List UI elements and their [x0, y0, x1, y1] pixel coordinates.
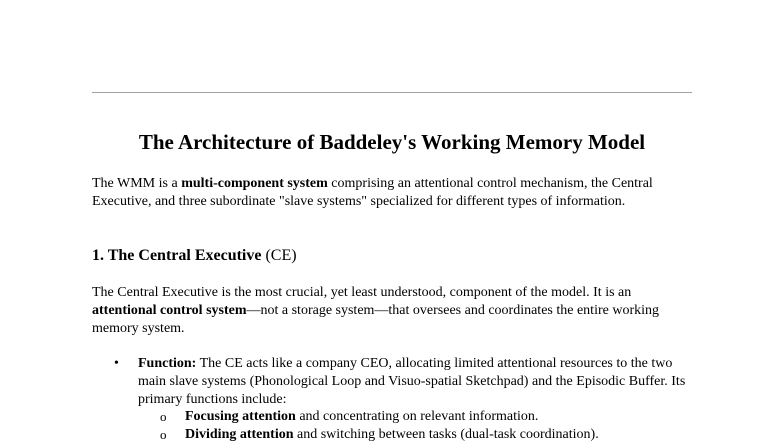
bullet-text: The CE acts like a company CEO, allocating limited attentional resources to the two main slave systems (Phonological Loop and Visuo-spatial Sketchpad) and the Episodic Buffer. Its primary functions include: [138, 356, 686, 407]
intro-paragraph [92, 175, 692, 211]
bullet-item-function [138, 355, 698, 409]
sub-item-bold: Focusing attention [185, 409, 296, 424]
section-bold-term: attentional control system [92, 303, 247, 318]
document-title: The Architecture of Baddeley's Working Memory Model [138, 130, 646, 154]
section-text-1: The Central Executive is the most crucial, yet least understood, component of the model. It is an [92, 285, 632, 300]
header-divider [92, 92, 692, 93]
section-heading-abbrev: (CE) [261, 247, 297, 264]
sub-item-text: and concentrating on relevant information. [295, 409, 539, 424]
sub-item-dividing [185, 426, 705, 444]
section-heading-bold: 1. The Central Executive [92, 247, 262, 264]
intro-text-1: The WMM is a [92, 176, 182, 191]
sub-item-bold: Dividing attention [185, 427, 294, 442]
section-paragraph [92, 284, 692, 338]
bullet-marker: • [114, 356, 119, 371]
section-text-2: —not a storage system—that oversees and coordinates the entire working memory system. [92, 303, 659, 336]
sub-item-text: and switching between tasks (dual-task coordination). [293, 427, 599, 442]
sub-item-focusing [185, 408, 705, 426]
sub-item-marker: o [160, 427, 167, 442]
intro-bold-term: multi-component system [181, 176, 328, 191]
intro-text-2: comprising an attentional control mechanism, the Central Executive, and three subordinate "slave systems" specialized for different types of information. [92, 176, 653, 209]
sub-item-marker: o [160, 409, 167, 424]
section-heading [92, 246, 297, 266]
bullet-label: Function: [138, 356, 197, 371]
